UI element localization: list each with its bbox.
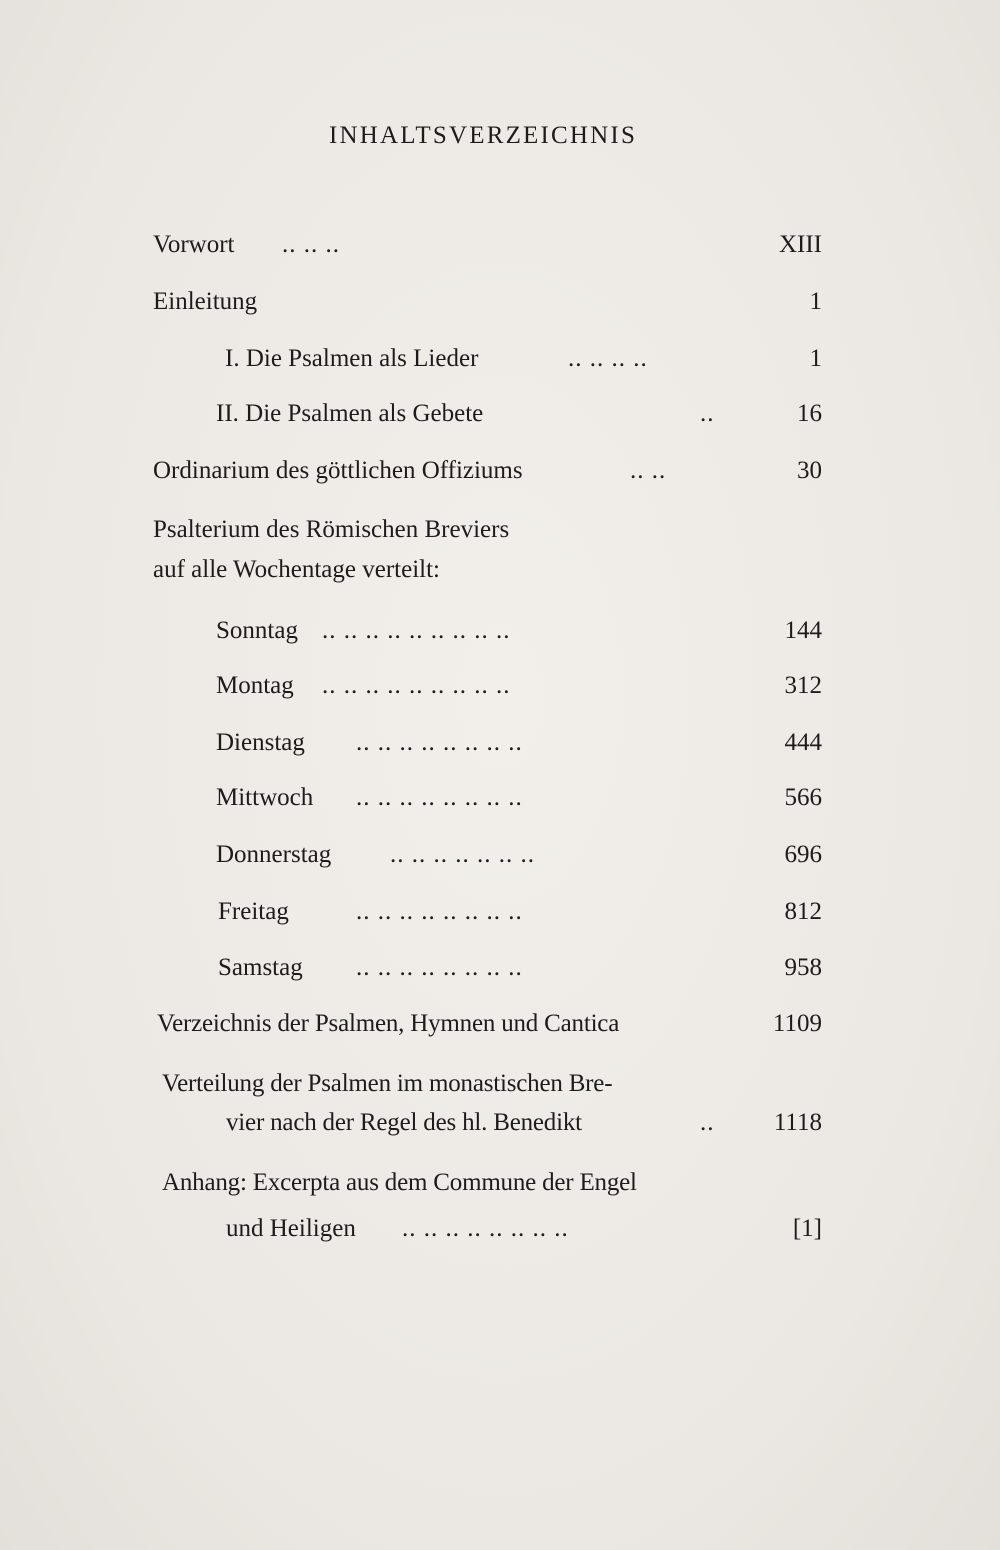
toc-dots: .. [700,1109,715,1136]
toc-entry-vorwort [0,228,1000,262]
toc-dots: .. .. .. .. .. .. .. .. [402,1215,569,1242]
toc-label: Montag [216,672,294,699]
toc-page-number: 566 [784,784,822,811]
toc-label: Vorwort [153,231,235,258]
toc-dots: .. .. .. .. .. .. .. .. .. [322,617,511,644]
toc-entry-freitag [0,895,1000,929]
toc-entry-verteilung [0,1067,1000,1101]
toc-label: Psalterium des Römischen Breviers [153,516,510,543]
toc-label: Dienstag [216,729,305,756]
toc-page-number: 16 [797,400,822,427]
toc-page-number: 1118 [773,1109,822,1136]
toc-label: Verzeichnis der Psalmen, Hymnen und Cantica [157,1010,620,1037]
toc-label: I. Die Psalmen als Lieder [225,345,479,372]
toc-page-number: 144 [784,617,822,644]
toc-entry-mittwoch [0,781,1000,815]
toc-label: Mittwoch [216,784,314,811]
toc-label: vier nach der Regel des hl. Benedikt [226,1109,582,1136]
toc-dots: .. .. [630,457,667,484]
toc-entry-donnerstag [0,838,1000,872]
toc-page-number: XIII [778,231,822,258]
toc-dots: .. .. .. .. .. .. .. .. [356,898,523,925]
toc-page-number: 812 [784,898,822,925]
toc-entry-anhang-line2 [0,1212,1000,1246]
toc-section-psalterium [0,513,1000,547]
toc-dots: .. [700,400,715,427]
toc-dots: .. .. .. .. .. .. .. .. [356,954,523,981]
toc-page-number: 958 [784,954,822,981]
toc-label: Anhang: Excerpta aus dem Commune der Engel [162,1169,637,1196]
toc-dots: .. .. .. .. .. .. .. .. [356,729,523,756]
toc-label: und Heiligen [226,1215,356,1242]
toc-label: Donnerstag [216,841,332,868]
toc-entry-montag [0,669,1000,703]
toc-dots: .. .. .. .. [568,345,648,372]
toc-section-psalterium-line2 [0,553,1000,587]
toc-page-number: 696 [784,841,822,868]
toc-page-number: 312 [784,672,822,699]
toc-label: Freitag [218,898,289,925]
toc-label: Samstag [218,954,303,981]
toc-dots: .. .. .. .. .. .. .. .. .. [322,672,511,699]
toc-entry-dienstag [0,726,1000,760]
toc-dots: .. .. .. .. .. .. .. [390,841,535,868]
toc-entry-ordinarium [0,454,1000,488]
toc-label: Verteilung der Psalmen im monastischen Bre- [162,1070,613,1097]
toc-entry-psalmen-lieder [0,342,1000,376]
toc-dots: .. .. .. [282,231,340,258]
toc-entry-verteilung-line2 [0,1106,1000,1140]
toc-label: Ordinarium des göttlichen Offiziums [153,457,523,484]
toc-entry-psalmen-gebete [0,397,1000,431]
toc-page-number: 444 [784,729,822,756]
toc-entry-einleitung [0,285,1000,319]
toc-entry-anhang [0,1166,1000,1200]
toc-page-number: [1] [792,1215,822,1242]
toc-label: II. Die Psalmen als Gebete [216,400,484,427]
toc-page-number: 1 [809,345,822,372]
toc-label: auf alle Wochentage verteilt: [153,556,440,583]
toc-page-number: 1109 [772,1010,822,1037]
toc-entry-samstag [0,951,1000,985]
toc-page-number: 30 [797,457,822,484]
toc-entry-sonntag [0,614,1000,648]
toc-label: Einleitung [153,288,258,315]
toc-page-number: 1 [809,288,822,315]
page-title: INHALTSVERZEICHNIS [328,122,638,149]
toc-entry-verzeichnis [0,1007,1000,1041]
toc-label: Sonntag [216,617,298,644]
toc-dots: .. .. .. .. .. .. .. .. [356,784,523,811]
